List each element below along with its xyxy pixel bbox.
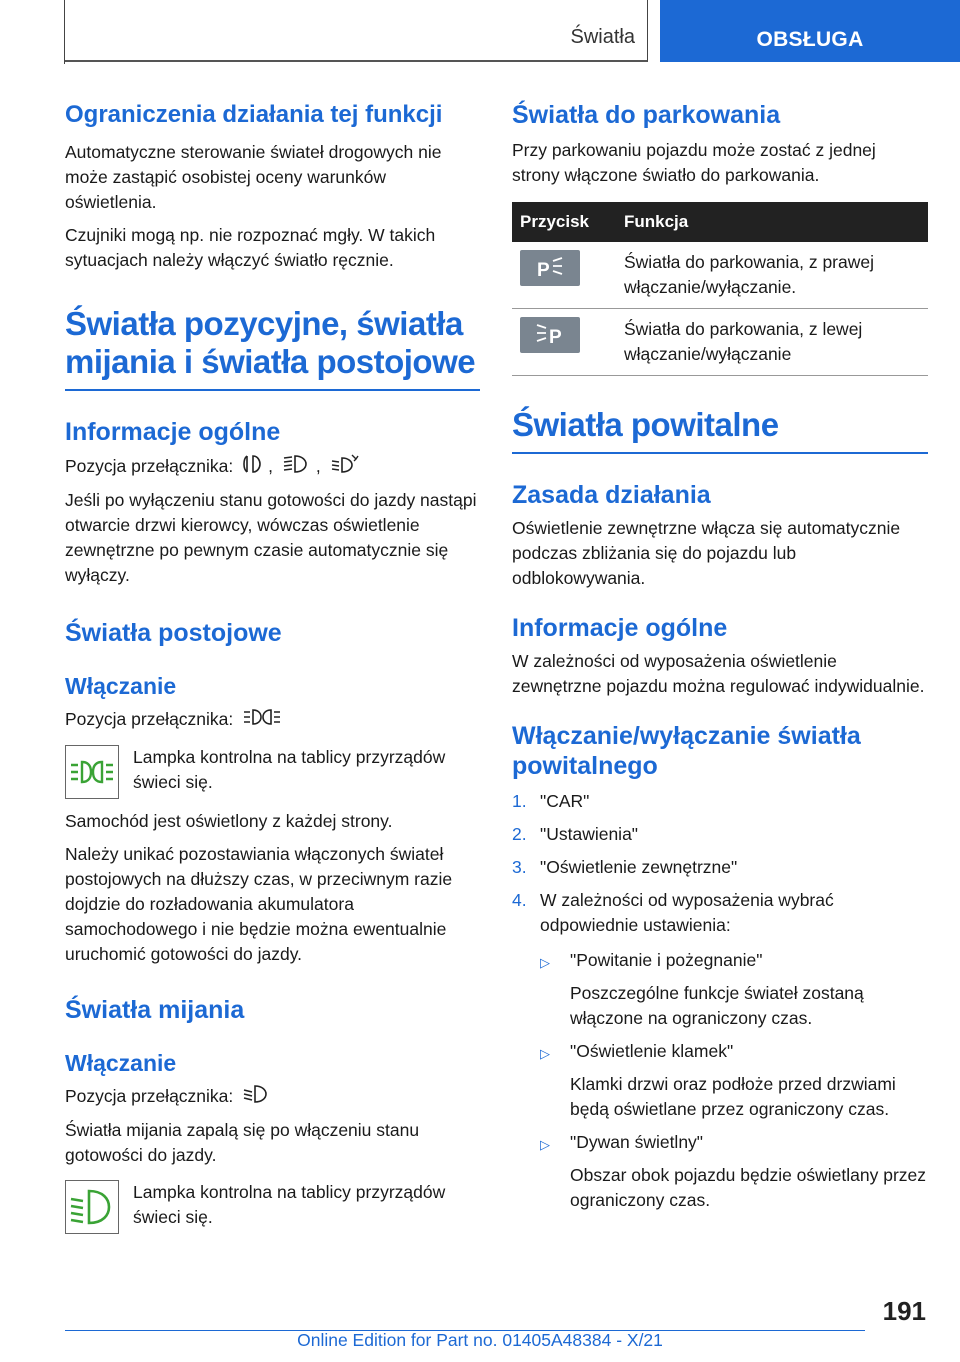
dipped-switch-label: Pozycja przełącznika: <box>65 1086 234 1107</box>
table-row <box>512 309 928 376</box>
dipped-indicator-text: Lampka kontrolna na tablicy przyrządów świeci się. <box>133 1182 446 1227</box>
main-section-heading: Światła pozycyjne, światła mijania i światła postojowe <box>65 305 480 391</box>
list-item <box>512 822 928 847</box>
parking-side-light-paragraph: Przy parkowaniu pojazdu może zostać z jednej strony włączone światło do parkowania. <box>512 140 876 185</box>
parking-indicator-row <box>65 745 480 799</box>
step-text: W zależności od wyposażenia wybrać odpowiednie ustawienia: <box>540 890 834 935</box>
welcome-options-list <box>540 948 928 1213</box>
welcome-steps-list <box>512 789 928 938</box>
table-cell-button <box>512 242 616 309</box>
left-column <box>65 100 480 1234</box>
table-cell-function: Światła do parkowania, z prawej włączanie/wyłączanie. <box>616 242 928 309</box>
welcome-info-heading: Informacje ogólne <box>512 614 728 642</box>
list-item <box>540 1130 928 1213</box>
dipped-lights-heading: Światła mijania <box>65 996 245 1024</box>
parking-switch-position <box>65 706 480 735</box>
low-beam-icon <box>242 1083 272 1112</box>
parking-light-table <box>512 202 928 376</box>
parking-on-heading: Włączanie <box>65 673 177 699</box>
welcome-toggle-heading: Włączanie/wyłączanie światła powitalnego <box>512 722 861 780</box>
option-description: Poszczególne funkcje świateł zostaną włączone na ograniczony czas. <box>570 983 864 1028</box>
parking-light-right-icon[interactable] <box>520 250 580 286</box>
parking-lights-heading: Światła postojowe <box>65 619 282 647</box>
limits-paragraph-1: Automatyczne sterowanie świateł drogowych nie może zastąpić osobistej oceny warunków oświetlenia. <box>65 142 442 212</box>
general-paragraph: Jeśli po wyłączeniu stanu gotowości do jazdy nastąpi otwarcie drzwi kierowcy, wówczas oświetlenie zewnętrzne po pewnym czasie automatycznie się wyłączy. <box>65 490 477 585</box>
header-chapter-tab[interactable]: OBSŁUGA <box>660 0 960 62</box>
option-title: "Oświetlenie klamek" <box>570 1041 734 1061</box>
principle-heading: Zasada działania <box>512 481 711 509</box>
table-header-function: Funkcja <box>616 202 928 242</box>
parking-indicator-text: Lampka kontrolna na tablicy przyrządów świeci się. <box>133 747 446 792</box>
page-number: 191 <box>882 1296 926 1326</box>
step-text: "CAR" <box>540 791 590 811</box>
welcome-lights-heading: Światła powitalne <box>512 406 928 454</box>
light-off-icon <box>242 453 264 482</box>
principle-paragraph: Oświetlenie zewnętrzne włącza się automatycznie podczas zbliżania się do pojazdu lub odblokowywania. <box>512 518 901 588</box>
auto-light-icon <box>282 453 312 482</box>
list-item <box>512 888 928 938</box>
general-separator-2: , <box>315 456 321 477</box>
parking-indicator-icon <box>65 745 119 799</box>
low-beam-indicator-icon <box>65 1180 119 1234</box>
parking-paragraph-1: Samochód jest oświetlony z każdej strony. <box>65 811 393 831</box>
step-number: 4. <box>512 890 527 910</box>
header-section-title: Światła <box>570 26 635 48</box>
list-item <box>540 1039 928 1122</box>
dipped-switch-position <box>65 1083 480 1112</box>
dipped-paragraph: Światła mijania zapalą się po włączeniu stanu gotowości do jazdy. <box>65 1120 420 1165</box>
list-item <box>512 789 928 814</box>
table-row <box>512 242 928 309</box>
header-bar <box>65 0 648 62</box>
parking-switch-label: Pozycja przełącznika: <box>65 709 234 730</box>
right-column <box>512 100 928 1213</box>
low-beam-auto-icon <box>330 453 360 482</box>
parking-paragraph-2: Należy unikać pozostawiania włączonych świateł postojowych na dłuższy czas, w przeciwnym razie dojdzie do rozładowania akumulatora samochodowego i nie będzie można ewentualnie uruchomić gotowości do jazdy. <box>65 844 453 964</box>
dipped-indicator-row <box>65 1180 480 1234</box>
welcome-info-paragraph: W zależności od wyposażenia oświetlenie zewnętrzne pojazdu można regulować indywidualnie. <box>512 651 925 696</box>
option-description: Klamki drzwi oraz podłoże przed drzwiami będą oświetlane przez ograniczony czas. <box>570 1074 896 1119</box>
option-title: "Dywan świetlny" <box>570 1132 704 1152</box>
parking-light-icon <box>242 706 282 735</box>
triangle-bullet-icon: ▷ <box>540 1046 550 1061</box>
svg-text:P: P <box>537 260 550 280</box>
parking-light-left-icon[interactable] <box>520 317 580 353</box>
svg-text:P: P <box>549 327 562 347</box>
step-number: 3. <box>512 857 527 877</box>
general-separator-1: , <box>268 456 274 477</box>
general-heading: Informacje ogólne <box>65 418 281 446</box>
limits-heading: Ograniczenia działania tej funkcji <box>65 101 443 128</box>
parking-side-light-heading: Światła do parkowania <box>512 101 781 129</box>
limits-paragraph-2: Czujniki mogą np. nie rozpoznać mgły. W takich sytuacjach należy włączyć światło ręcznie. <box>65 225 436 270</box>
list-item <box>512 855 928 880</box>
table-header-button: Przycisk <box>512 202 616 242</box>
table-cell-button <box>512 309 616 376</box>
step-number: 1. <box>512 791 527 811</box>
step-text: "Oświetlenie zewnętrzne" <box>540 857 738 877</box>
triangle-bullet-icon: ▷ <box>540 1137 550 1152</box>
step-text: "Ustawienia" <box>540 824 639 844</box>
step-number: 2. <box>512 824 527 844</box>
dipped-on-heading: Włączanie <box>65 1050 177 1076</box>
general-switch-label: Pozycja przełącznika: <box>65 456 234 477</box>
general-switch-positions <box>65 453 480 482</box>
triangle-bullet-icon: ▷ <box>540 955 550 970</box>
table-cell-function: Światła do parkowania, z lewej włączanie/wyłączanie <box>616 309 928 376</box>
option-title: "Powitanie i pożegnanie" <box>570 950 763 970</box>
option-description: Obszar obok pojazdu będzie oświetlany przez ograniczony czas. <box>570 1165 927 1210</box>
footer-edition-text: Online Edition for Part no. 01405A48384 - X/21 <box>297 1330 663 1350</box>
list-item <box>540 948 928 1031</box>
